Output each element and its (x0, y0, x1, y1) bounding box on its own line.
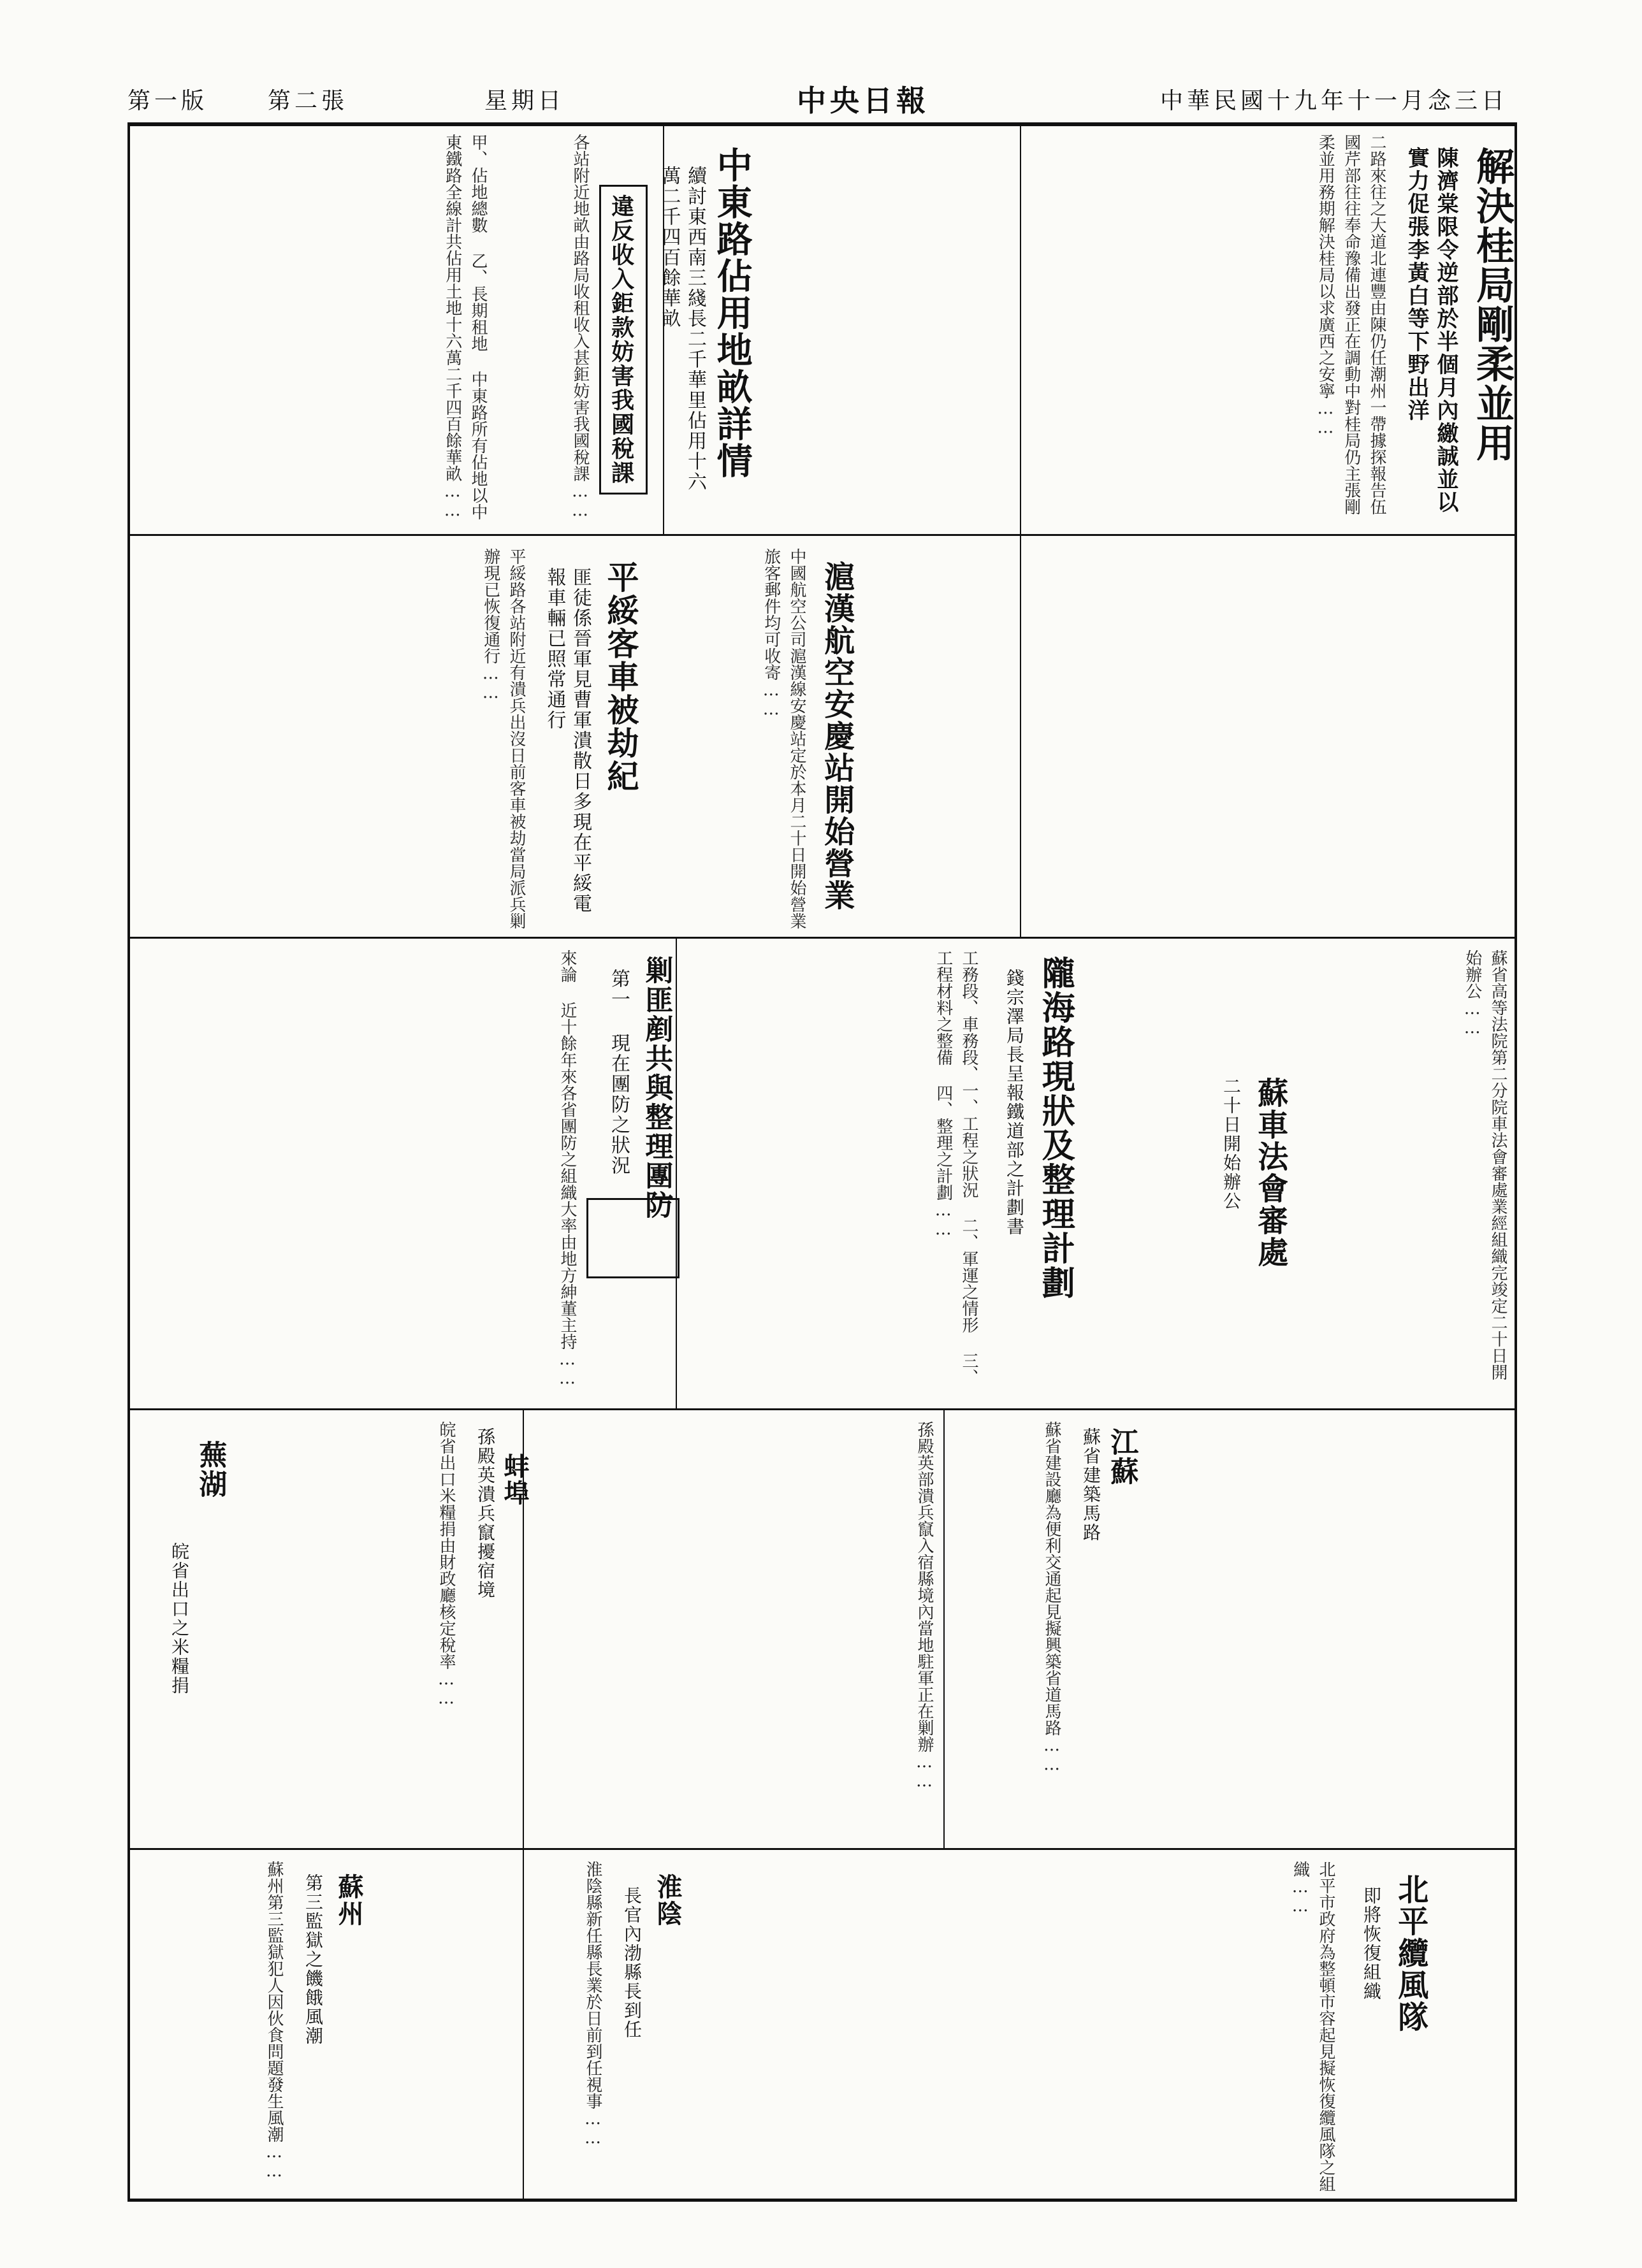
headline-su: 蘇車法會審處 (1252, 1077, 1288, 1268)
body-huaiyin: 淮陰縣新任縣長業於日前到任視事…… (583, 1861, 602, 2148)
subhead-wuhu: 皖省出口之米糧捐 (169, 1542, 190, 1695)
body-zhongdong: 甲、佔地總數 乙、長期租地 中東路所有佔地以中東鐵路全線計共佔用土地十六萬二千四百餘華畝…… (442, 134, 488, 520)
headline-jiaofei: 剿匪剷共與整理團防 (640, 956, 673, 1220)
body-guilin: 二路來往之大道北連豐由陳仍任潮州一帶據探報告伍國芹部往往奉命豫備出發正在調動中對桂局仍主張剛柔並用務期解決桂局以求廣西之安寧…… (1316, 134, 1386, 515)
subhead-beiping: 即將恢復組織 (1361, 1886, 1382, 2001)
masthead-title: 中央日報 (797, 83, 929, 118)
divider-3 (127, 1408, 1517, 1410)
subhead-pingsui: 匪徒係晉軍見曹軍潰散日多現在平綏電報車輛已照常通行 (543, 567, 592, 914)
subhead-guilin: 陳濟棠限令逆部於半個月內繳誠並以實力促張李黃白等下野出洋 (1404, 147, 1458, 514)
frame-top (127, 122, 1517, 126)
body-su: 蘇省高等法院第二分院車法會審處業經組織完竣定二十日開始辦公…… (1462, 950, 1508, 1380)
headline-beiping: 北平纜風隊 (1392, 1874, 1428, 2033)
body-bengbu: 孫殿英部潰兵竄入宿縣境內當地駐軍正在剿辦…… (915, 1421, 934, 1791)
headline-huaiyin: 淮陰 (653, 1874, 683, 1927)
col-divider-5 (943, 1410, 945, 1848)
subhead-jiaofei: 第一 現在團防之狀況 (607, 969, 630, 1176)
headline-suzhou: 蘇州 (334, 1874, 364, 1927)
divider-1 (127, 534, 1517, 536)
masthead-date: 中華民國十九年十一月念三日 (1160, 88, 1509, 114)
body-suzhou: 蘇州第三監獄犯人因伙食問題發生風潮…… (265, 1861, 284, 2181)
body-jiangsu: 蘇省建設廳為便利交通起見擬興築省道馬路…… (1042, 1421, 1061, 1774)
masthead-sheet: 第二張 (268, 88, 349, 114)
body-tax: 各站附近地畝由路局收租收入甚鉅妨害我國稅課…… (570, 134, 590, 520)
subhead-suzhou: 第三監獄之饑餓風潮 (303, 1874, 324, 2046)
subhead-huaiyin: 長官內渤縣長到任 (621, 1886, 643, 2039)
subhead-su: 二十日開始辦公 (1221, 1077, 1242, 1211)
divider-4 (127, 1848, 1517, 1850)
subhead-bengbu: 孫殿英潰兵竄擾宿境 (475, 1427, 496, 1600)
masthead-weekday: 星期日 (484, 88, 565, 114)
headline-guilin: 解決桂局剛柔並用 (1470, 147, 1515, 463)
body-pingsui: 平綏路各站附近有潰兵出沒日前客車被劫當局派兵剿辦現已恢復通行…… (481, 548, 526, 929)
subhead-jiangsu: 蘇省建築馬路 (1080, 1427, 1101, 1542)
subhead-longhai: 錢宗澤局長呈報鐵道部之計劃書 (1004, 969, 1025, 1236)
body-hurong: 中國航空公司滬漢線安慶站定於本月二十日開始營業旅客郵件均可收寄…… (761, 548, 806, 929)
headline-jiangsu: 江蘇 (1105, 1427, 1138, 1486)
headline-zhongdong: 中東路佔用地畝詳情 (711, 147, 753, 479)
body-jiaofei: 來論 近十餘年來各省團防之組織大率由地方紳董主持…… (558, 950, 577, 1388)
headline-wuhu: 蕪湖 (194, 1440, 227, 1499)
subhead-zhongdong: 續討東西南三綫長二千華里佔用十六萬二千四百餘華畝 (658, 166, 706, 492)
headline-hurong: 滬漢航空安慶站開始營業 (818, 561, 855, 911)
headline-longhai: 隴海路現狀及整理計劃 (1036, 956, 1075, 1300)
body-wuhu: 皖省出口米糧捐由財政廳核定稅率…… (437, 1421, 456, 1708)
col-divider-4 (676, 939, 677, 1408)
headline-bengbu: 蚌埠 (500, 1453, 530, 1506)
headline-pingsui: 平綏客車被劫紀 (602, 561, 640, 793)
col-divider-3 (1020, 536, 1021, 937)
body-beiping: 北平市政府為整頓市容起見擬恢復纜風隊之組織…… (1290, 1861, 1335, 2192)
masthead (127, 76, 1517, 121)
headline-tax: 違反收入鉅款妨害我國稅課 (607, 194, 635, 485)
frame-bottom (127, 2199, 1517, 2202)
body-longhai: 工務段、車務段、一、工程之狀況 二、軍運之情形 三、工程材料之整備 四、整理之計劃…… (933, 950, 978, 1385)
frame-left (127, 122, 130, 2202)
col-divider-1 (1020, 126, 1021, 534)
masthead-page: 第一版 (127, 88, 208, 114)
divider-2 (127, 937, 1517, 939)
